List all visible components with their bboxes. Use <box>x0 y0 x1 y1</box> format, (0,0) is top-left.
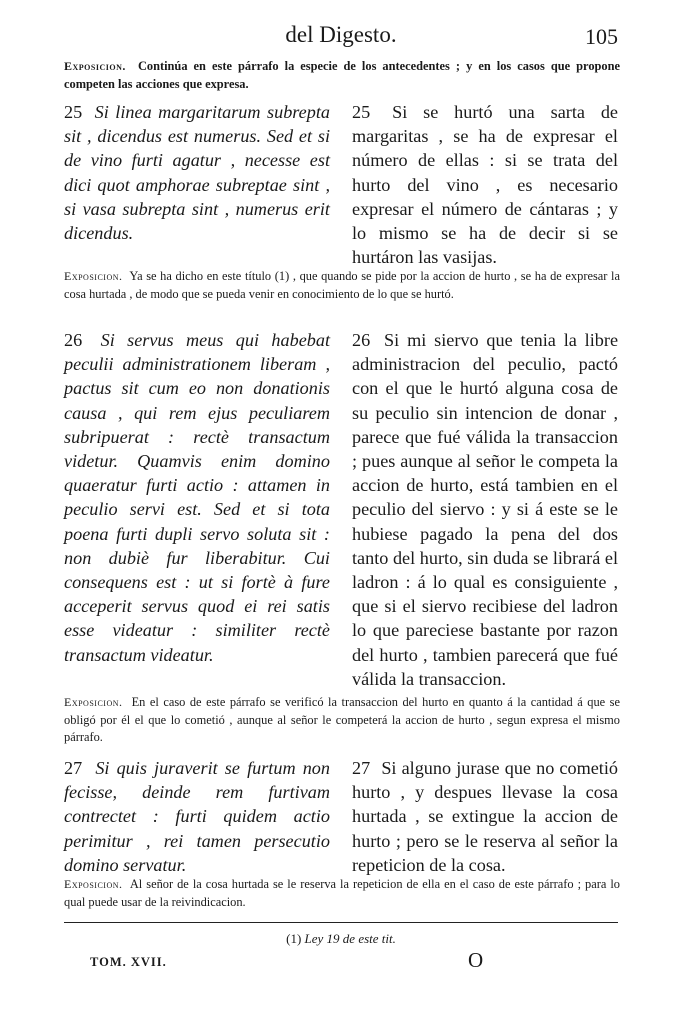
running-title: del Digesto. <box>285 22 397 47</box>
latin-paragraph: Si linea margaritarum subrepta sit , dicendus est numerus. Sed et si de vino furti agatur , necesse est dici quot amphorae subreptae sint , si vasa subrepta sint , numerus erit dicendus. <box>64 102 330 244</box>
spanish-paragraph: Si se hurtó una sarta de margaritas , se ha de expresar el número de ellas : si se trata del hurto del vino , es necesario expresar el número de cántaras ; y lo mismo se ha de decir si se hurtáron las vasijas. <box>352 102 618 268</box>
latin-text-26 <box>64 328 330 667</box>
spanish-paragraph: Si mi siervo que tenia la libre administracion del peculio, pactó con el que le hurtó alguna cosa de su peculio sin intencion de donar , parece que fué válida la transaccion ; pues aunque al señor le competa la accion de hurto, está tambien en el peculio del siervo : y si á este se le hubiese pagado la pena del dos tanto del hurto, sin duda se librará el ladron : á lo qual es consiguiente , que si el siervo recibiese del ladron lo que pareciese bastante por razon del hurto , tambien parecerá que fué válida la transaccion. <box>352 330 619 689</box>
exposicion-text: Al señor de la cosa hurtada se le reserva la repeticion de ella en el caso de este párrafo ; para lo qual puede usar de la reivindicacion. <box>64 877 620 909</box>
latin-text-25 <box>64 100 330 245</box>
volume-label: TOM. XVII. <box>90 955 167 969</box>
spanish-text-27 <box>352 756 618 877</box>
latin-paragraph: Si quis juraverit se furtum non fecisse, deinde rem furtivam contrectet : furti quidem actio perimitur , rei tamen persecutio domino servatur. <box>64 758 330 875</box>
exposicion-3 <box>64 694 620 747</box>
footnote <box>64 931 618 947</box>
exposicion-label: Exposicion. <box>64 59 126 73</box>
latin-paragraph: Si servus meus qui habebat peculii administrationem liberam , pactus sit cum eo non donationis causa , qui rem ejus peculiarem subripuerat : rectè transactum videtur. Quamvis enim domino quaeratur furti actio : attamen in peculio servi est. Sed et si tota poena furti dupli servo soluta sit : non dubiè fur liberabitur. Cui consequens est : ut si fortè à fure acceperit servus quod ei rei satis esse videatur : similiter rectè transactum videatur. <box>64 330 331 665</box>
spanish-paragraph: Si alguno jurase que no cometió hurto , y despues llevase la cosa hurtada , se extingue la accion de hurto ; pero se le reserva al señor la repeticion de la cosa. <box>352 758 619 875</box>
section-number: 26 <box>64 330 83 350</box>
signature-mark: O <box>468 948 484 972</box>
latin-text-27 <box>64 756 330 877</box>
spanish-text-25 <box>352 100 618 269</box>
spanish-text-26 <box>352 328 618 691</box>
section-number: 25 <box>64 102 83 122</box>
page-number: 105 <box>585 24 618 49</box>
exposicion-label: Exposicion. <box>64 877 123 891</box>
exposicion-text: Continúa en este párrafo la especie de los antecedentes ; y en los casos que propone competen las acciones que expresa. <box>64 59 620 91</box>
exposicion-4 <box>64 876 620 911</box>
footnote-rule <box>64 922 618 923</box>
exposicion-2 <box>64 268 620 303</box>
section-number: 26 <box>352 330 371 350</box>
section-number: 25 <box>352 102 371 122</box>
footnote-text: Ley 19 de este tit. <box>304 931 396 946</box>
page-header <box>64 22 618 52</box>
exposicion-text: Ya se ha dicho en este título (1) , que quando se pide por la accion de hurto , se ha de expresar la cosa hurtada , de modo que se pueda venir en conocimiento de lo que se hurtó. <box>64 269 620 301</box>
footnote-marker: (1) <box>286 931 302 946</box>
exposicion-label: Exposicion. <box>64 269 123 283</box>
exposicion-label: Exposicion. <box>64 695 123 709</box>
section-number: 27 <box>352 758 371 778</box>
exposicion-1 <box>64 58 620 93</box>
section-number: 27 <box>64 758 83 778</box>
exposicion-text: En el caso de este párrafo se verificó la transaccion del hurto en quanto á la cantidad á que se obligó por él el que lo cometió , aunque al señor le competerá la accion de hurto , segun expresa el mismo párrafo. <box>64 695 620 744</box>
